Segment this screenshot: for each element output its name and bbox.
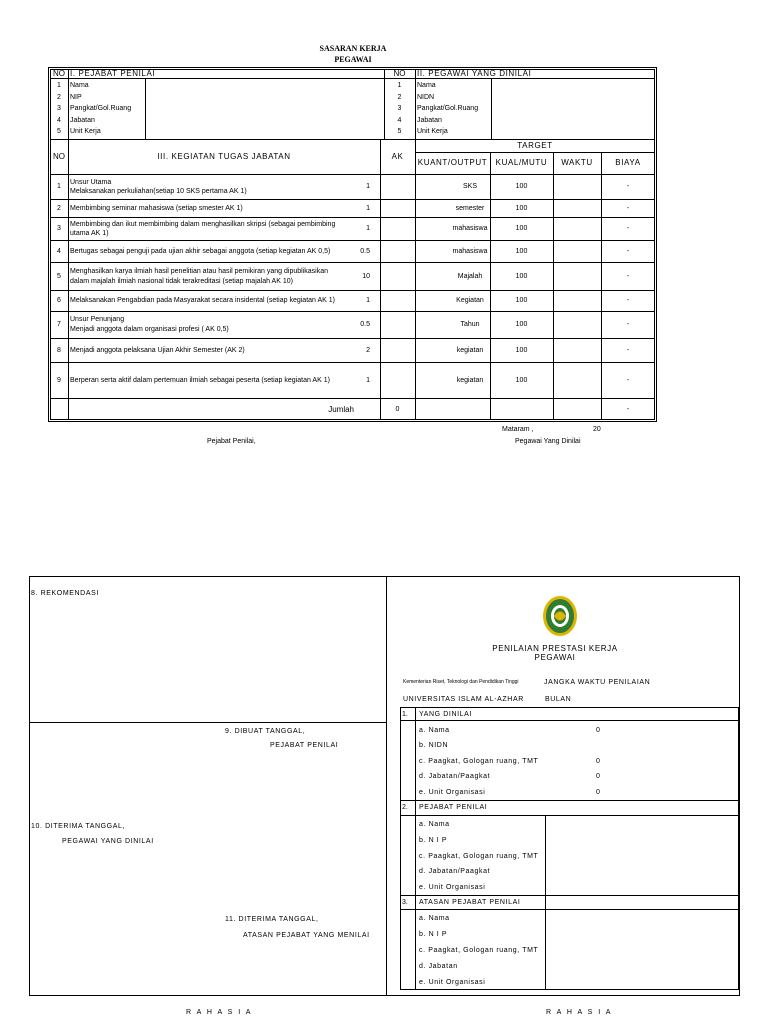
row-kuant: kegiatan <box>456 347 484 354</box>
footer-rahasia-left: R A H A S I A <box>186 1009 253 1016</box>
atasan-nama-label: a. Nama <box>419 915 450 922</box>
pp-jabatan-label: d. Jabatan/Paagkat <box>419 868 491 875</box>
row-ak: 0.5 <box>360 248 370 255</box>
kegiatan-header-biaya: BIAYA <box>615 158 641 167</box>
row-no: 5 <box>57 273 61 280</box>
pegawai-no-3: 3 <box>397 105 402 112</box>
pejabat-label-jabatan: Jabatan <box>70 117 95 124</box>
sign-place: Mataram , <box>502 426 534 433</box>
yd-nidn-label: b. NIDN <box>419 742 449 749</box>
pp-nip-label: b. N I P <box>419 837 448 844</box>
row-biaya: - <box>626 377 630 384</box>
rekomendasi-label: 8. REKOMENDASI <box>31 590 99 597</box>
row-ak: 1 <box>366 377 370 384</box>
row-kuant: Majalah <box>457 273 483 280</box>
header-pegawai-dinilai: II. PEGAWAI YANG DINILAI <box>417 69 532 78</box>
row-line1: Unsur Penunjang <box>70 316 125 323</box>
row-line2: Menjadi anggota dalam organisasi profesi ( AK 0,5) <box>70 326 229 333</box>
yd-jabatan-value: 0 <box>596 773 600 780</box>
row-line2: utama AK 1) <box>70 230 109 237</box>
row-line1: Membimbing seminar mahasiswa (setiap smester AK 1) <box>70 205 243 212</box>
row-ak: 1 <box>366 183 370 190</box>
kegiatan-header-kual: KUAL/MUTU <box>495 158 548 167</box>
row-line1: Melaksanakan Pengabdian pada Masyarakat secara insidental (setiap kegiatan AK 1) <box>70 297 335 304</box>
row-line1: Membimbing dan ikut membimbing dalam menghasilkan skripsi (sebagai pembimbing <box>70 221 336 228</box>
jangka-waktu-label: JANGKA WAKTU PENILAIAN <box>544 679 651 686</box>
pegawai-no-5: 5 <box>397 128 402 135</box>
pegawai-no-2: 2 <box>397 94 402 101</box>
table-inner-border <box>50 69 655 420</box>
row-no: 1 <box>57 183 61 190</box>
pegawai-label-unit: Unit Kerja <box>417 128 448 135</box>
pejabat-label-nip: NIP <box>70 94 82 101</box>
row-ak: 0.5 <box>360 321 370 328</box>
row-biaya: - <box>626 248 630 255</box>
row-kual: 100 <box>515 248 528 255</box>
pejabat-label-pangkat: Pangkat/Gol.Ruang <box>70 105 132 112</box>
row-biaya: - <box>626 273 630 280</box>
row-ak: 10 <box>362 273 370 280</box>
jumlah-ak: 0 <box>395 406 400 413</box>
atasan-jabatan-label: d. Jabatan <box>419 963 458 970</box>
row-no: 4 <box>57 248 61 255</box>
atasan-pangkat-label: c. Paagkat, Gologan ruang, TMT <box>419 947 539 954</box>
yd-nama-label: a. Nama <box>419 727 450 734</box>
yd-unit-label: e. Unit Organisasi <box>419 789 486 796</box>
pegawai-label-nama: Nama <box>417 82 436 89</box>
row-line1: Berperan serta aktif dalam pertemuan ilmiah sebagai peserta (setiap kegiatan AK 1) <box>70 377 330 384</box>
pegawai-no-4: 4 <box>397 117 402 124</box>
pejabat-penilai-label: PEJABAT PENILAI <box>270 742 339 749</box>
row-kual: 100 <box>515 321 528 328</box>
row-ak: 1 <box>366 297 370 304</box>
doc-title-line2: PEGAWAI <box>334 55 372 64</box>
row-kual: 100 <box>515 377 528 384</box>
atasan-pejabat-label: ATASAN PEJABAT YANG MENILAI <box>243 932 370 939</box>
row-no: 2 <box>57 205 61 212</box>
kegiatan-header-kuant: KUANT/OUTPUT <box>417 158 488 167</box>
row-biaya: - <box>626 183 630 190</box>
pejabat-label-nama: Nama <box>70 82 89 89</box>
sign-pejabat-penilai: Pejabat Penilai, <box>207 438 256 445</box>
row-biaya: - <box>626 205 630 212</box>
yd-unit-value: 0 <box>596 789 600 796</box>
university-logo-icon <box>542 595 578 637</box>
row-biaya: - <box>626 321 630 328</box>
diterima-tanggal-11-label: 11. DITERIMA TANGGAL, <box>225 916 319 923</box>
kegiatan-header-no: NO <box>53 152 65 161</box>
row-kual: 100 <box>515 225 528 232</box>
yd-nama-value: 0 <box>596 727 600 734</box>
jumlah-label: Jumlah <box>328 405 354 414</box>
pp-nama-label: a. Nama <box>419 821 450 828</box>
pejabat-label-unit: Unit Kerja <box>70 128 101 135</box>
pegawai-label-nidn: NIDN <box>417 94 435 101</box>
kegiatan-header-target: TARGET <box>517 141 553 150</box>
row-kuant: mahasiswa <box>452 248 488 255</box>
row-line2: Melaksanakan perkuliahan(setiap 10 SKS pertama AK 1) <box>70 188 247 195</box>
row-no: 3 <box>57 225 61 232</box>
row-no: 7 <box>57 321 61 328</box>
section3-title: ATASAN PEJABAT PENILAI <box>419 899 521 906</box>
row-kuant: Tahun <box>460 321 480 328</box>
bulan-label: BULAN <box>545 696 572 703</box>
pejabat-no-2: 2 <box>57 94 61 101</box>
sign-pegawai-dinilai: Pegawai Yang Dinilai <box>515 438 581 445</box>
yd-pangkat-value: 0 <box>596 758 600 765</box>
header-no-2: NO <box>393 69 406 78</box>
row-no: 9 <box>57 377 61 384</box>
row-kual: 100 <box>515 273 528 280</box>
row-line1: Menghasilkan karya ilmiah hasil penelitian atau hasil pemikiran yang dipublikasikan <box>70 268 328 275</box>
yd-pangkat-label: c. Paagkat, Gologan ruang, TMT <box>419 758 539 765</box>
atasan-unit-label: e. Unit Organisasi <box>419 979 486 986</box>
row-no: 8 <box>57 347 61 354</box>
pejabat-no-1: 1 <box>57 82 61 89</box>
pejabat-no-4: 4 <box>57 117 61 124</box>
section2-title: PEJABAT PENILAI <box>419 804 488 811</box>
row-line2: dalam majalah ilmiah nasional tidak terakreditasi (setiap majalah AK 10) <box>70 278 293 285</box>
yd-jabatan-label: d. Jabatan/Paagkat <box>419 773 491 780</box>
pegawai-label-jabatan: Jabatan <box>417 117 442 124</box>
diterima-tanggal-10-label: 10. DITERIMA TANGGAL, <box>31 823 126 830</box>
row-biaya: - <box>626 297 630 304</box>
section2-no: 2. <box>402 804 408 811</box>
row-kuant: kegiatan <box>456 377 484 384</box>
kegiatan-header-waktu: WAKTU <box>561 158 593 167</box>
row-kual: 100 <box>515 183 528 190</box>
dibuat-tanggal-label: 9. DIBUAT TANGGAL, <box>225 728 306 735</box>
row-line1: Bertugas sebagai penguji pada ujian akhir sebagai anggota (setiap kegiatan AK 0,5) <box>70 248 331 255</box>
section1-no: 1. <box>402 711 408 718</box>
penilaian-heading-1: PENILAIAN PRESTASI KERJA <box>492 644 618 653</box>
pegawai-no-1: 1 <box>397 82 402 89</box>
row-kuant: SKS <box>462 183 477 190</box>
row-kuant: semester <box>455 205 485 212</box>
row-biaya: - <box>626 225 630 232</box>
row-ak: 1 <box>366 225 370 232</box>
row-kuant: mahasiswa <box>452 225 488 232</box>
section1-title: YANG DINILAI <box>419 711 472 718</box>
row-biaya: - <box>626 347 630 354</box>
row-kuant: Kegiatan <box>456 297 484 304</box>
section3-no: 3. <box>402 899 408 906</box>
row-line1: Menjadi anggota pelaksana Ujian Akhir Semester (AK 2) <box>70 347 245 354</box>
header-pejabat-penilai: I. PEJABAT PENILAI <box>70 69 156 78</box>
pp-pangkat-label: c. Paagkat, Gologan ruang, TMT <box>419 853 539 860</box>
kegiatan-header-ak: AK <box>391 152 404 161</box>
universitas-label: UNIVERSITAS ISLAM AL-AZHAR <box>403 696 524 703</box>
pejabat-no-5: 5 <box>57 128 61 135</box>
header-no-1: NO <box>53 69 65 78</box>
kegiatan-header-title: III. KEGIATAN TUGAS JABATAN <box>157 152 291 161</box>
pp-unit-label: e. Unit Organisasi <box>419 884 486 891</box>
pejabat-no-3: 3 <box>57 105 61 112</box>
pegawai-dinilai-label: PEGAWAI YANG DINILAI <box>62 838 154 845</box>
jumlah-biaya: - <box>626 406 630 413</box>
row-no: 6 <box>57 297 61 304</box>
row-kual: 100 <box>515 297 528 304</box>
kementerian-label: Kementerian Riset, Teknologi dan Pendidikan Tinggi <box>403 679 519 685</box>
footer-rahasia-right: R A H A S I A <box>546 1009 613 1016</box>
row-ak: 1 <box>366 205 370 212</box>
row-kual: 100 <box>515 205 528 212</box>
row-kual: 100 <box>515 347 528 354</box>
row-ak: 2 <box>366 347 370 354</box>
row-line1: Unsur Utama <box>70 179 112 186</box>
sign-year: 20 <box>593 426 601 433</box>
doc-title-line1: SASARAN KERJA <box>319 44 387 53</box>
pegawai-label-pangkat: Pangkat/Gol.Ruang <box>417 105 479 112</box>
penilaian-heading-2: PEGAWAI <box>534 653 576 662</box>
atasan-nip-label: b. N I P <box>419 931 448 938</box>
